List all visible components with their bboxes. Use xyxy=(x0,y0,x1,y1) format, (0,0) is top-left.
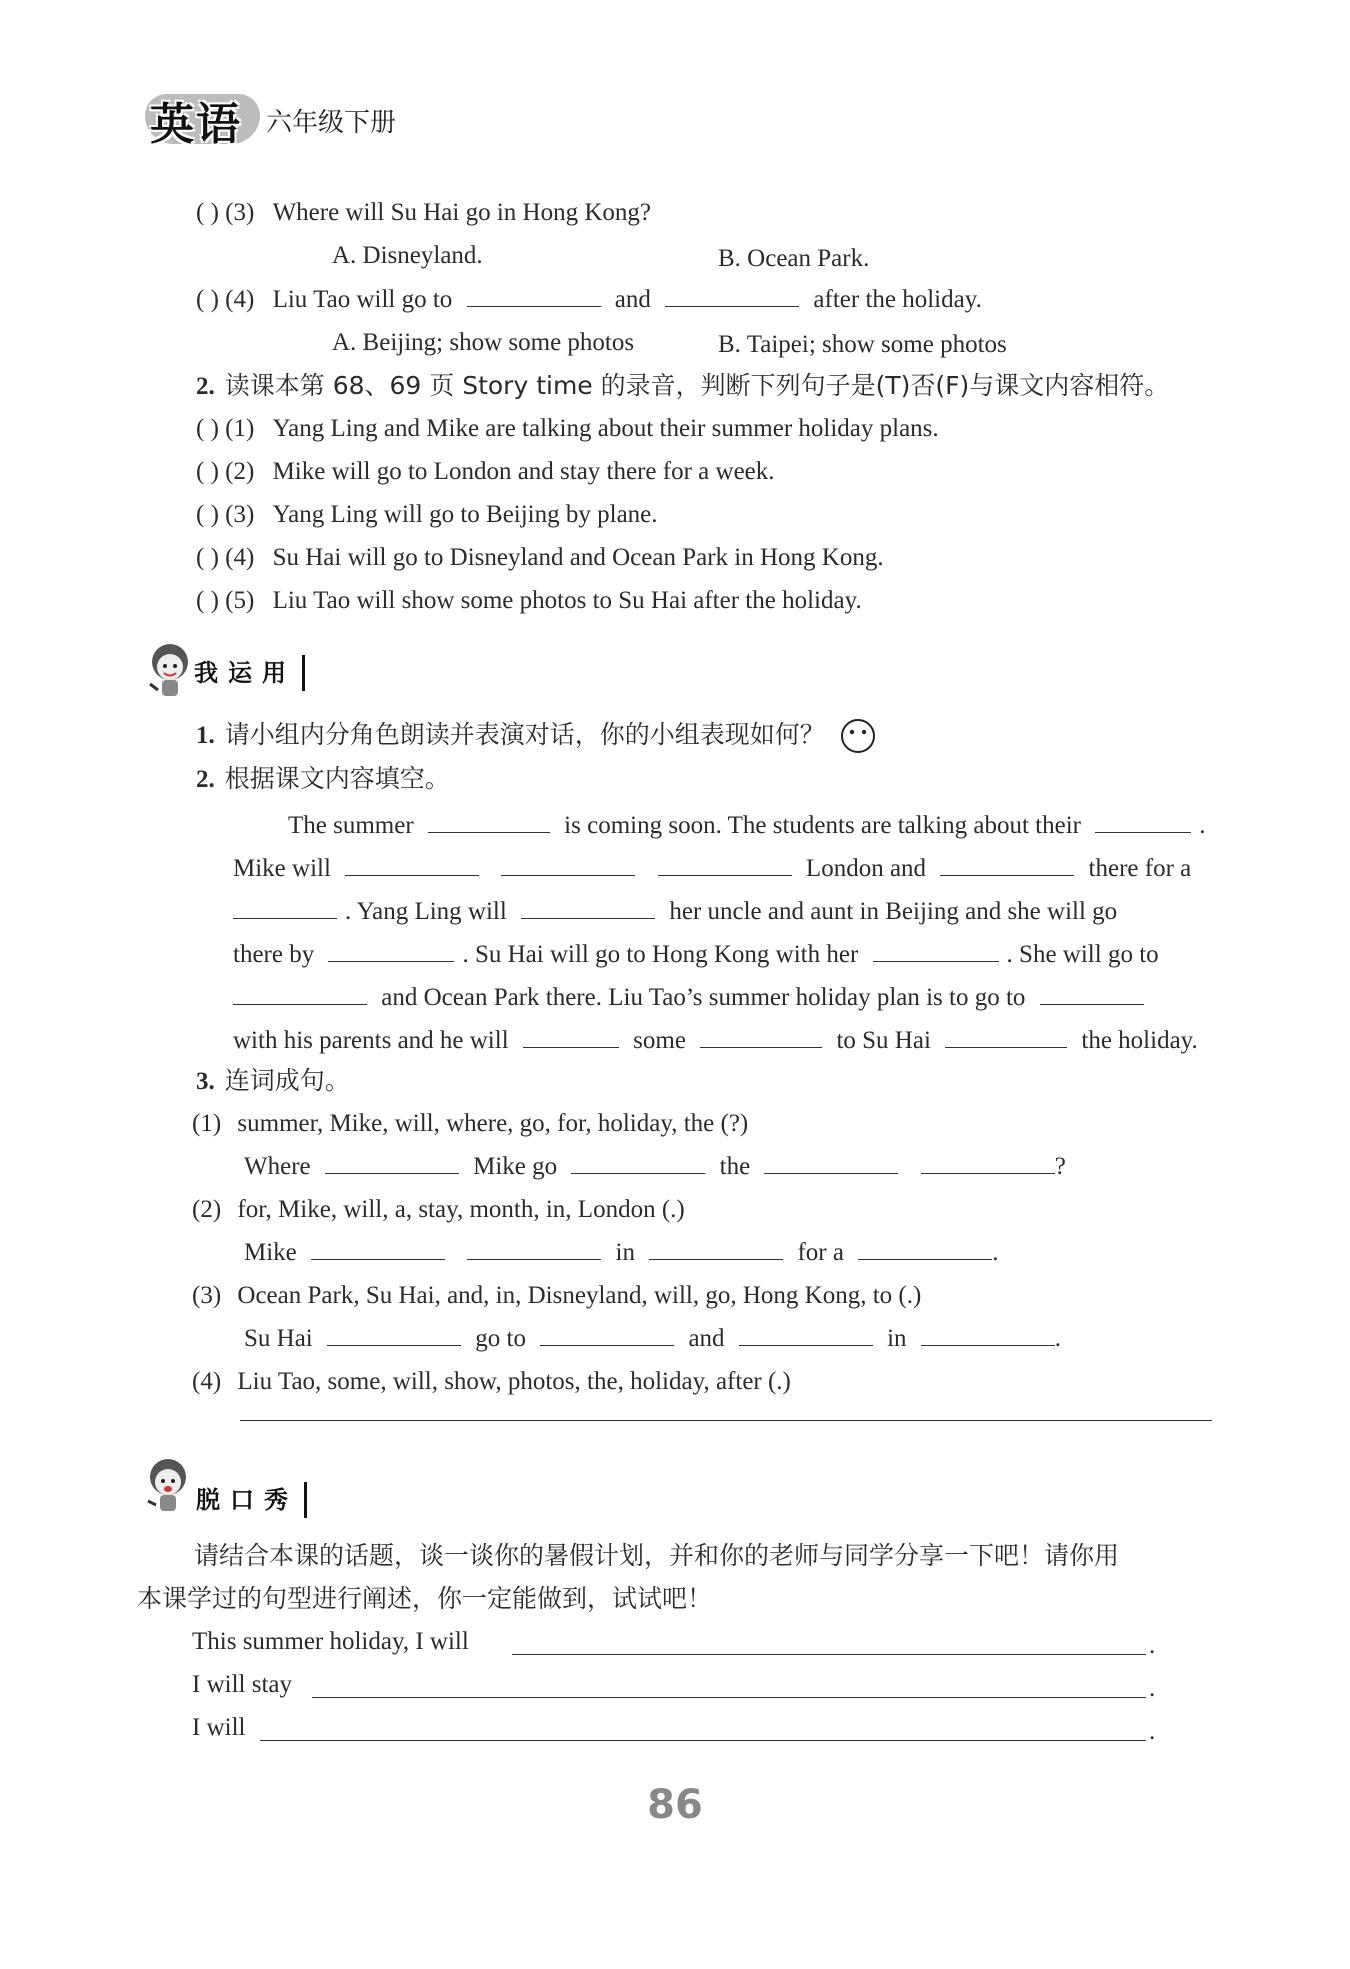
scramble-1-words xyxy=(192,1108,748,1140)
talk-line-2-label: I will stay xyxy=(192,1671,292,1698)
scramble-4-words xyxy=(192,1366,791,1398)
scramble-2-words xyxy=(192,1194,685,1226)
blank[interactable] xyxy=(665,286,799,307)
talk-line-3-label: I will xyxy=(192,1714,246,1741)
option-b: B. Ocean Park. xyxy=(718,245,870,272)
blank[interactable] xyxy=(873,941,999,962)
scrambled-words: Ocean Park, Su Hai, and, in, Disneyland, will, go, Hong Kong, to (.) xyxy=(237,1282,922,1309)
period: . xyxy=(1149,1675,1156,1702)
scrambled-words: for, Mike, will, a, stay, month, in, London (.) xyxy=(237,1196,685,1223)
question-4-line xyxy=(196,284,982,316)
text: and xyxy=(688,1325,725,1352)
text: . xyxy=(1054,1325,1062,1352)
tf-item xyxy=(196,456,775,488)
talk-intro-line-2: 本课学过的句型进行阐述，你一定能做到，试试吧！ xyxy=(137,1584,713,1613)
blank[interactable] xyxy=(523,1027,619,1048)
blank[interactable] xyxy=(858,1239,992,1260)
passage-line-4 xyxy=(233,939,1159,971)
blank[interactable] xyxy=(467,1239,601,1260)
scramble-3-answer xyxy=(244,1323,1061,1355)
answer-paren[interactable]: ( ) xyxy=(196,501,219,528)
text: Mike xyxy=(244,1239,297,1266)
period: . xyxy=(1149,1718,1156,1745)
item-number: (2) xyxy=(192,1196,222,1223)
q2-text: 根据课文内容填空。 xyxy=(224,764,450,793)
blank[interactable] xyxy=(1095,812,1191,833)
section-title-talk: 脱口秀 xyxy=(196,1482,307,1518)
text: Mike go xyxy=(473,1153,558,1180)
text: the holiday. xyxy=(1081,1027,1198,1054)
answer-paren[interactable]: ( ) xyxy=(196,286,219,313)
item-number: (5) xyxy=(225,587,255,614)
answer-paren[interactable]: ( ) xyxy=(196,544,219,571)
text: London and xyxy=(805,855,927,882)
girl-mascot-icon xyxy=(142,1455,194,1515)
blank[interactable] xyxy=(328,941,454,962)
item-number: (4) xyxy=(225,544,255,571)
neutral-face-icon xyxy=(839,717,877,755)
text: for a xyxy=(797,1239,844,1266)
blank[interactable] xyxy=(764,1153,898,1174)
text: ? xyxy=(1054,1153,1066,1180)
text: go to xyxy=(475,1325,526,1352)
answer-line[interactable] xyxy=(512,1654,1146,1655)
q1-text: 请小组内分角色朗读并表演对话，你的小组表现如何？ xyxy=(224,720,825,749)
item-number: (1) xyxy=(192,1110,222,1137)
blank[interactable] xyxy=(940,855,1074,876)
tf-item xyxy=(196,499,658,531)
text: the xyxy=(719,1153,751,1180)
scramble-2-answer xyxy=(244,1237,998,1269)
tf-item xyxy=(196,585,862,617)
book-grade-subtitle: 六年级下册 xyxy=(266,108,397,138)
tf-item xyxy=(196,413,939,445)
blank[interactable] xyxy=(1040,984,1144,1005)
question-text-mid: and xyxy=(614,286,651,313)
scramble-1-answer xyxy=(244,1151,1066,1183)
question-number: (3) xyxy=(225,199,255,226)
blank[interactable] xyxy=(658,855,792,876)
item-number: (3) xyxy=(225,501,255,528)
text: her uncle and aunt in Beijing and she will go xyxy=(669,898,1118,925)
text: and Ocean Park there. Liu Tao’s summer holiday plan is to go to xyxy=(381,984,1026,1011)
blank[interactable] xyxy=(233,984,367,1005)
book-subject-title: 英语 xyxy=(150,99,242,150)
question-number: (4) xyxy=(225,286,255,313)
page-number: 86 xyxy=(647,1782,703,1828)
talk-intro-line-1: 请结合本课的话题，谈一谈你的暑假计划，并和你的老师与同学分享一下吧！请你用 xyxy=(194,1541,1120,1570)
q2-number: 2. xyxy=(196,766,215,793)
text: . Yang Ling will xyxy=(345,898,507,925)
text: . xyxy=(1199,812,1206,839)
q1-number: 1. xyxy=(196,722,215,749)
text: Mike will xyxy=(233,855,331,882)
text: some xyxy=(633,1027,686,1054)
question-text: Where will Su Hai go in Hong Kong? xyxy=(272,199,651,226)
passage-line-2 xyxy=(233,853,1191,885)
option-a: A. Disneyland. xyxy=(332,242,483,269)
section-title-use: 我运用 xyxy=(194,655,305,691)
question-3-line xyxy=(196,197,651,229)
item-number: (4) xyxy=(192,1368,222,1395)
text: with his parents and he will xyxy=(233,1027,509,1054)
text: there by xyxy=(233,941,315,968)
use-q3 xyxy=(196,1065,350,1098)
blank[interactable] xyxy=(739,1325,873,1346)
text: . Su Hai will go to Hong Kong with her xyxy=(462,941,859,968)
blank[interactable] xyxy=(921,1325,1055,1346)
scrambled-words: summer, Mike, will, where, go, for, holiday, the (?) xyxy=(237,1110,749,1137)
part2-instruction xyxy=(196,370,1169,403)
option-b: B. Taipei; show some photos xyxy=(718,331,1007,358)
option-a: A. Beijing; show some photos xyxy=(332,329,635,356)
answer-line[interactable] xyxy=(312,1697,1146,1698)
text: . xyxy=(992,1239,999,1266)
q3-number: 3. xyxy=(196,1068,215,1095)
use-q2 xyxy=(196,763,450,796)
text: in xyxy=(887,1325,907,1352)
blank[interactable] xyxy=(649,1239,783,1260)
blank[interactable] xyxy=(571,1153,705,1174)
text: Where xyxy=(244,1153,311,1180)
scrambled-words: Liu Tao, some, will, show, photos, the, holiday, after (.) xyxy=(237,1368,791,1395)
blank[interactable] xyxy=(501,855,635,876)
text: is coming soon. The students are talking about their xyxy=(564,812,1081,839)
text: there for a xyxy=(1088,855,1192,882)
blank[interactable] xyxy=(921,1153,1055,1174)
item-text: Yang Ling will go to Beijing by plane. xyxy=(272,501,658,528)
blank[interactable] xyxy=(327,1325,461,1346)
answer-paren[interactable]: ( ) xyxy=(196,415,219,442)
item-text: Su Hai will go to Disneyland and Ocean Park in Hong Kong. xyxy=(272,544,884,571)
talk-line-1-label: This summer holiday, I will xyxy=(192,1628,469,1655)
text: in xyxy=(615,1239,635,1266)
passage-line-1 xyxy=(288,810,1205,842)
question-text-pre: Liu Tao will go to xyxy=(272,286,453,313)
blank[interactable] xyxy=(311,1239,445,1260)
answer-line[interactable] xyxy=(240,1420,1212,1421)
passage-line-5 xyxy=(233,982,1152,1014)
blank[interactable] xyxy=(325,1153,459,1174)
period: . xyxy=(1149,1632,1156,1659)
answer-paren[interactable]: ( ) xyxy=(196,587,219,614)
item-text: Yang Ling and Mike are talking about their summer holiday plans. xyxy=(272,415,939,442)
item-number: (2) xyxy=(225,458,255,485)
use-q1 xyxy=(196,717,877,755)
text: to Su Hai xyxy=(836,1027,931,1054)
part2-instruction-text: 读课本第 68、69 页 Story time 的录音，判断下列句子是(T)否(F)与课文内容相符。 xyxy=(224,371,1170,400)
q3-text: 连词成句。 xyxy=(224,1066,350,1095)
item-number: (1) xyxy=(225,415,255,442)
tf-item xyxy=(196,542,884,574)
passage-line-3 xyxy=(233,896,1117,928)
answer-line[interactable] xyxy=(260,1740,1146,1741)
blank[interactable] xyxy=(233,898,337,919)
part2-number: 2. xyxy=(196,373,215,400)
blank[interactable] xyxy=(700,1027,822,1048)
blank[interactable] xyxy=(540,1325,674,1346)
blank[interactable] xyxy=(521,898,655,919)
item-text: Mike will go to London and stay there for a week. xyxy=(272,458,775,485)
girl-mascot-icon xyxy=(144,640,196,700)
blank[interactable] xyxy=(467,286,601,307)
scramble-3-words xyxy=(192,1280,921,1312)
text: The summer xyxy=(288,812,414,839)
passage-line-6 xyxy=(233,1025,1198,1057)
answer-paren[interactable]: ( ) xyxy=(196,458,219,485)
text: . She will go to xyxy=(1006,941,1159,968)
answer-paren[interactable]: ( ) xyxy=(196,199,219,226)
question-text-post: after the holiday. xyxy=(813,286,982,313)
item-number: (3) xyxy=(192,1282,222,1309)
blank[interactable] xyxy=(345,855,479,876)
text: Su Hai xyxy=(244,1325,313,1352)
blank[interactable] xyxy=(428,812,550,833)
blank[interactable] xyxy=(945,1027,1067,1048)
item-text: Liu Tao will show some photos to Su Hai after the holiday. xyxy=(272,587,862,614)
